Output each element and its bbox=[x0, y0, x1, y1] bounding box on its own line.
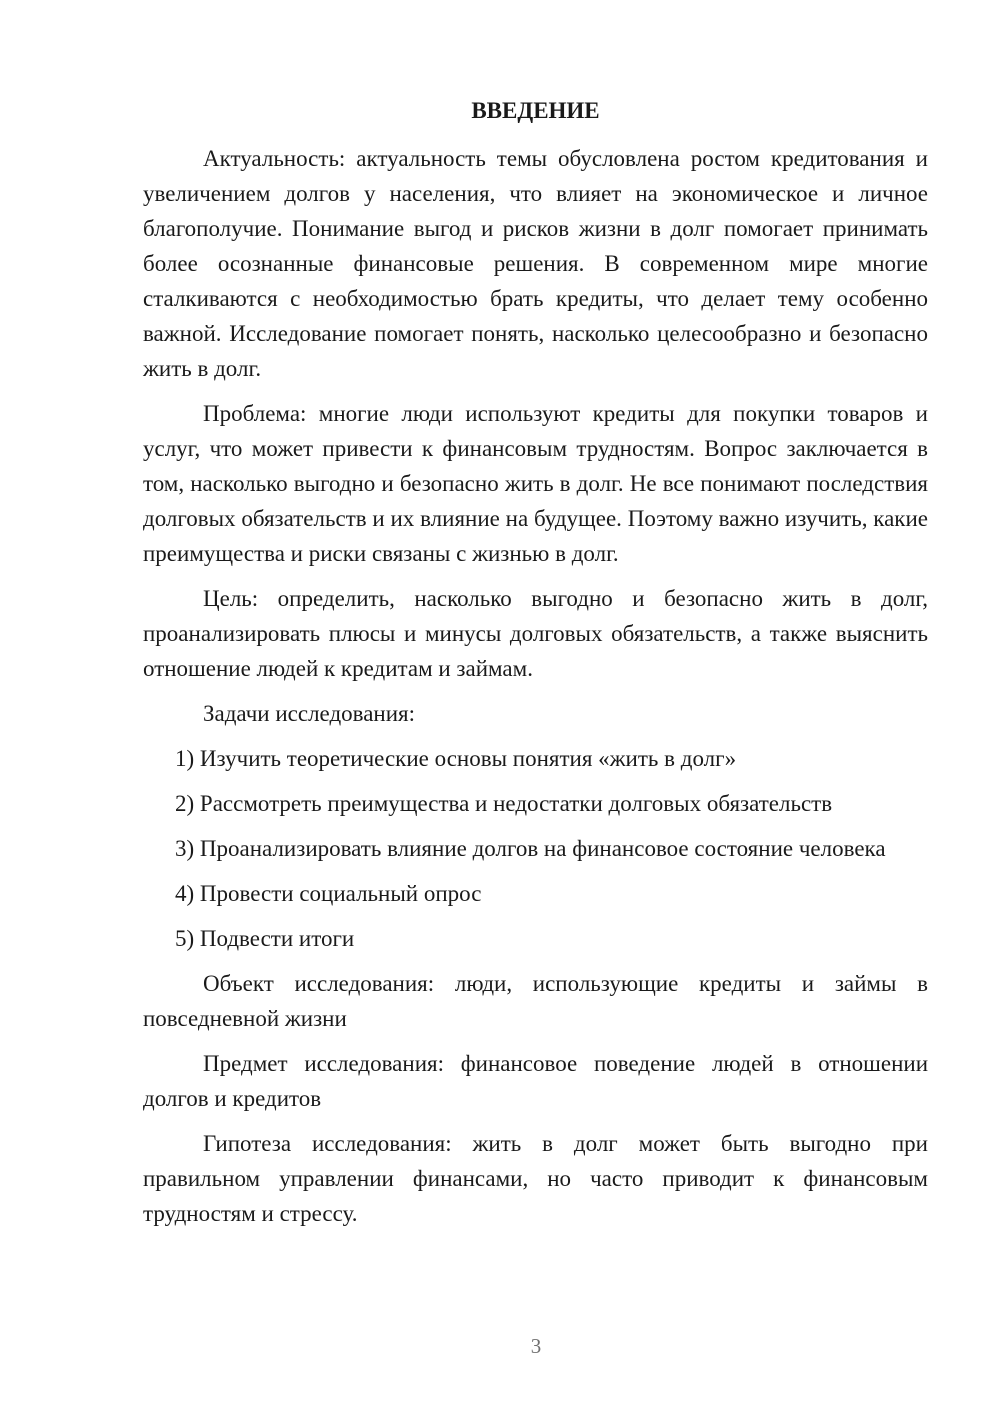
task-item-3: 3) Проанализировать влияние долгов на финансовое состояние человека bbox=[175, 836, 886, 861]
task-item-1: 1) Изучить теоретические основы понятия «жить в долг» bbox=[175, 746, 737, 771]
paragraph-hypothesis: Гипотеза исследования: жить в долг может быть выгодно при правильном управлении финансами, но часто приводит к финансовым трудностям и стрессу. bbox=[143, 1131, 928, 1226]
page-content bbox=[143, 94, 928, 1241]
tasks-heading: Задачи исследования: bbox=[203, 701, 416, 726]
task-item-2: 2) Рассмотреть преимущества и недостатки долговых обязательств bbox=[175, 791, 833, 816]
page-number: 3 bbox=[530, 1334, 542, 1358]
paragraph-subject: Предмет исследования: финансовое поведение людей в отношении долгов и кредитов bbox=[143, 1051, 928, 1111]
task-item-4: 4) Провести социальный опрос bbox=[175, 881, 482, 906]
paragraph-goal: Цель: определить, насколько выгодно и безопасно жить в долг, проанализировать плюсы и минусы долговых обязательств, а также выяснить отношение людей к кредитам и займам. bbox=[143, 586, 928, 681]
paragraph-relevance: Актуальность: актуальность темы обусловлена ростом кредитования и увеличением долгов у населения, что влияет на экономическое и личное благополучие. Понимание выгод и рисков жизни в долг помогает принимать более осознанные финансовые решения. В современном мире многие сталкиваются с необходимостью брать кредиты, что делает тему особенно важной. Исследование помогает понять, насколько целесообразно и безопасно жить в долг. bbox=[143, 146, 928, 381]
task-item-5: 5) Подвести итоги bbox=[175, 926, 355, 951]
paragraph-problem: Проблема: многие люди используют кредиты для покупки товаров и услуг, что может привести к финансовым трудностям. Вопрос заключается в том, насколько выгодно и безопасно жить в долг. Не все понимают последствия долговых обязательств и их влияние на будущее. Поэтому важно изучить, какие преимущества и риски связаны с жизнью в долг. bbox=[143, 401, 928, 566]
page-title: ВВЕДЕНИЕ bbox=[471, 98, 600, 123]
paragraph-object: Объект исследования: люди, использующие кредиты и займы в повседневной жизни bbox=[143, 971, 928, 1031]
